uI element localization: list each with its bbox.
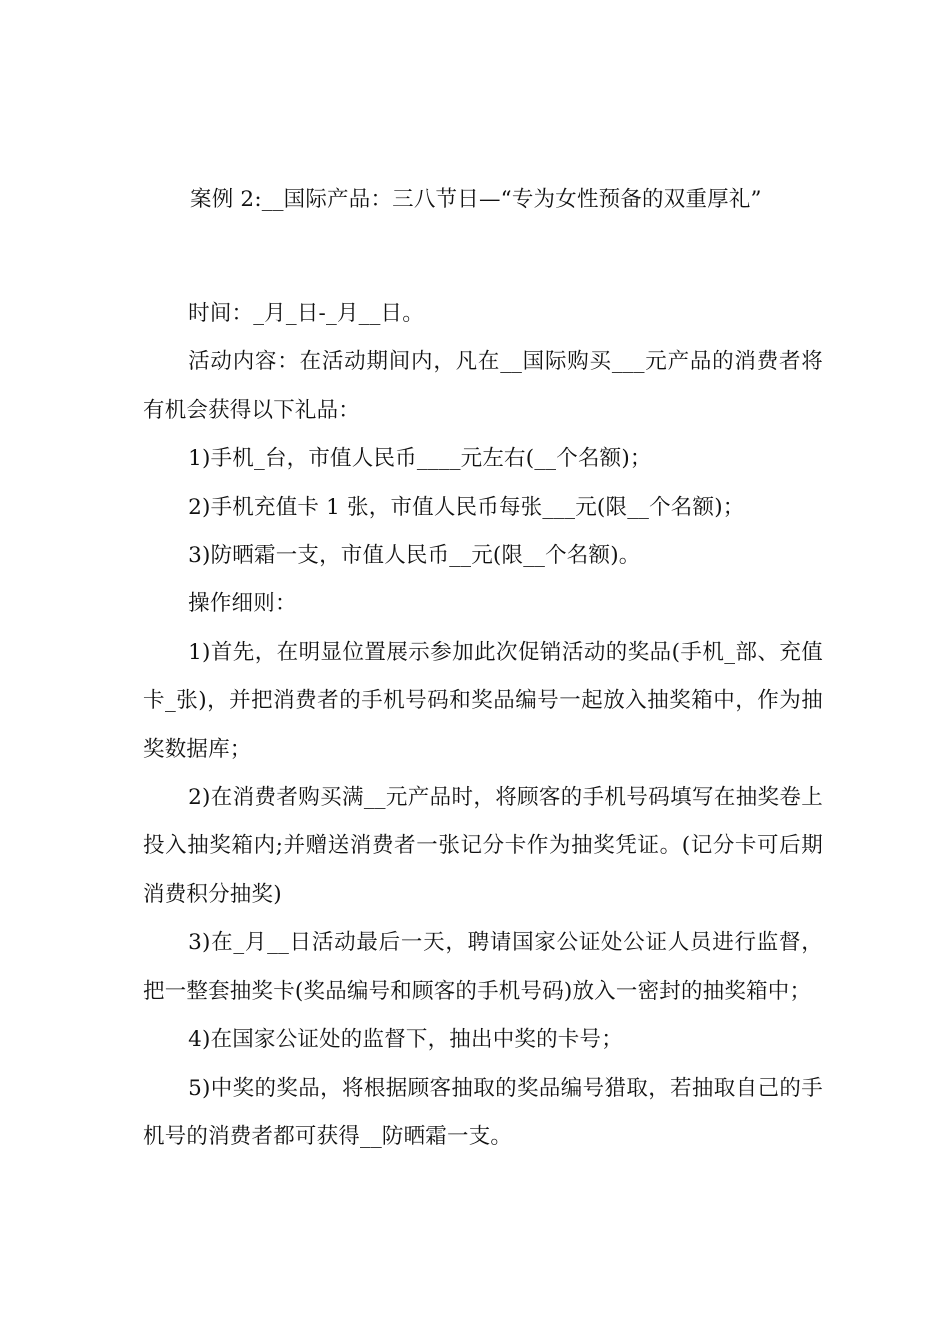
paragraph-activity-content: 活动内容：在活动期间内，凡在__国际购买___元产品的消费者将有机会获得以下礼品： — [143, 349, 823, 423]
paragraph-rule-3: 3)在_月__日活动最后一天，聘请国家公证处公证人员进行监督，把一整套抽奖卡(奖品编号和顾客的手机号码)放入一密封的抽奖箱中； — [143, 930, 823, 1004]
paragraph-time: 时间：_月_日-_月__日。 — [188, 301, 424, 326]
paragraph-rule-1: 1)首先，在明显位置展示参加此次促销活动的奖品(手机_部、充值卡_张)，并把消费者的手机号码和奖品编号一起放入抽奖箱中，作为抽奖数据库； — [143, 639, 823, 762]
paragraph-rule-4: 4)在国家公证处的监督下，抽出中奖的卡号； — [188, 1027, 623, 1053]
document-body — [143, 290, 823, 1161]
paragraph-prize-2: 2)手机充值卡 1 张，市值人民币每张___元(限__个名额)； — [188, 494, 745, 520]
paragraph-rule-5: 5)中奖的奖品，将根据顾客抽取的奖品编号猎取，若抽取自己的手机号的消费者都可获得__防晒霜一支。 — [143, 1075, 823, 1149]
paragraph-operation-rules: 操作细则： — [188, 591, 297, 617]
paragraph-prize-1: 1)手机_台，市值人民币____元左右(__个名额)； — [188, 446, 652, 472]
paragraph-rule-2: 2)在消费者购买满__元产品时，将顾客的手机号码填写在抽奖卷上投入抽奖箱内;并赠送消费者一张记分卡作为抽奖凭证。(记分卡可后期消费积分抽奖) — [143, 785, 823, 907]
document-title: 案例 2:__国际产品：三八节日—“专为女性预备的双重厚礼” — [190, 187, 762, 212]
paragraph-prize-3: 3)防晒霜一支，市值人民币__元(限__个名额)。 — [188, 543, 641, 569]
